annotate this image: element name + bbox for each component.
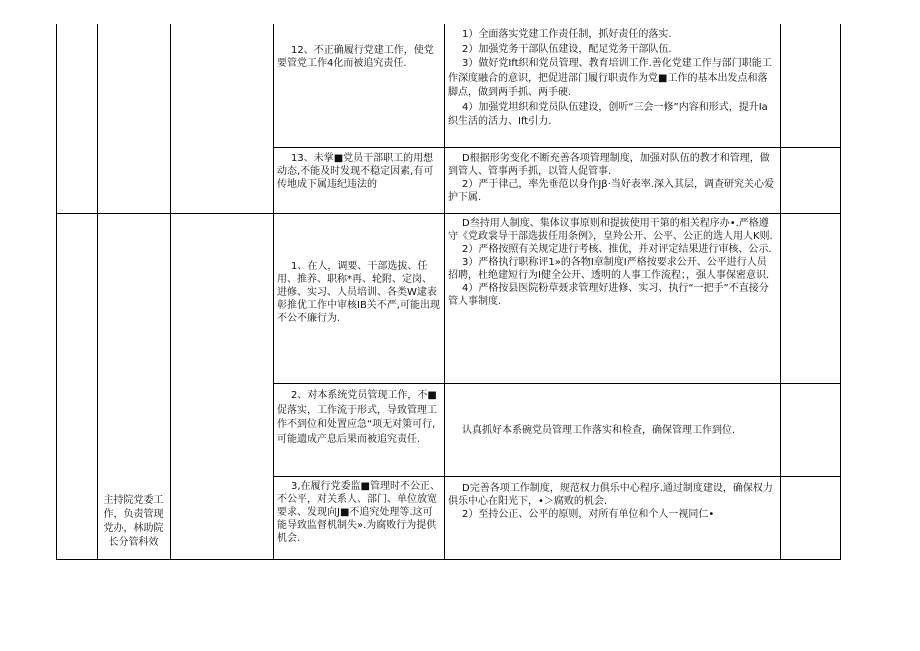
grid-line [780,24,781,560]
grid-line [97,24,98,560]
risk-point-cell [277,152,441,191]
grid-line [170,24,171,560]
measure-text: 认真抓好本系碗党员管理工作落实和检查，确保管理工作到位. [462,425,736,436]
grid-line [273,476,841,477]
risk-point-text: 1、在人，调要、干部选拔、任用、推养、职称*再、轮附、定岗、进修、实习、人员培训、各类W逮表彰推优工作中审核IB关不严,可能出现不公不廉行为. [277,261,440,324]
risk-point-cell [277,44,441,70]
measure-text: D完善各项工作制度，规范权力俱乐中心程序.通过制度建设，确保权力俱乐中心在阳光下，•＞腐败的机会. [448,483,773,507]
measure-text: D叁持用人制度、集体议事原则和提拔使用干第的相关程序办•.严格遵守《党政裳导干部选拔任用条例》，皇羚公开、公平、公正的选人用人K则. [448,218,773,242]
risk-point-cell [277,389,441,447]
prevention-measures-cell [448,152,776,204]
risk-point-cell [277,260,441,325]
prevention-measures-cell [448,217,776,308]
measure-text: 2）至持公正、公平的原则，对所有单位和个人一视同仁• [462,509,715,520]
risk-point-text: 2、对本系统党员管现工作，不■促落实，工作流于形式，导致管理工作不到位和处置应急“项无对策可行,可能遗成产息后果而被追究责任. [277,390,437,445]
prevention-measures-cell [448,482,776,521]
grid-line [56,559,841,560]
post-duties-cell [100,494,167,550]
risk-point-text: 3,在履行党委监■管理时不公正、不公平，对关系人、部门、单位放宽要求、发现向J■不追究处理等.这可能导致监督机制失».为腐败行为提供机会. [277,481,440,544]
measure-text: D根据形劣变化不断充善各项管理制度，加强对队伍的教才和管理，做到管人、管事两手抓，以管人促管事. [448,153,770,177]
measure-text: 2）严格按照有关规定进行考核、推优，并对评定结果进行审核、公示. [462,244,772,255]
grid-line [56,24,57,560]
grid-line [273,147,841,148]
grid-line [444,24,445,560]
measure-text: 1）全面落实党建工作责任制，抓好责任的落实. [462,29,672,40]
grid-line [56,213,841,214]
post-duties-text: 主持院党委工作，负责管现党办，林助院长分管科效 [103,495,164,548]
grid-line [273,24,274,560]
grid-line [273,383,841,384]
measure-text: 3）做好党Ift织和党员管理、教育培训工作.善化党建工作与部门职能工作深度融合的意识，把促进部门履行职责作为党■工作的基本出发点和落脚点，做到两手抓、两手硬. [448,58,772,98]
measure-text: 2）严于律己，率先垂范以身作Jβ·当好表率.深入其层，调查研究关心爱护下属. [448,179,775,203]
measure-text: 4）严格按县医院粉草聂求管理好进修、实习、执行“一把手”不直接分管人事制度. [448,283,769,307]
measure-text: 2）加强党务干部队伍建设，配足党务干部队伍. [462,43,672,55]
risk-point-text: 12、不正确履行党建工作，使党要管党工作4化而被追究责任. [277,45,434,69]
prevention-measures-cell [448,424,778,437]
prevention-measures-cell [448,28,776,130]
risk-point-text: 13、未掌■党员干部职工的用想动态,不能及时发现不稳定因素,有可传地成下属违纪违法的 [277,153,434,190]
measure-text: 3）严格执行职称评1»的各物I章制度I严格按要求公开、公平进行人员招聘，杜绝建短行为I健全公开、透明的人事工作流程；，强人事保密意识. [448,257,770,281]
measure-text: 4）加强党坦织和党员队伍建设，创听“三会一修”内容和形式，提升Ia织生活的活力、Ift引力. [448,101,768,127]
risk-point-cell [277,480,441,545]
grid-line [840,24,841,560]
